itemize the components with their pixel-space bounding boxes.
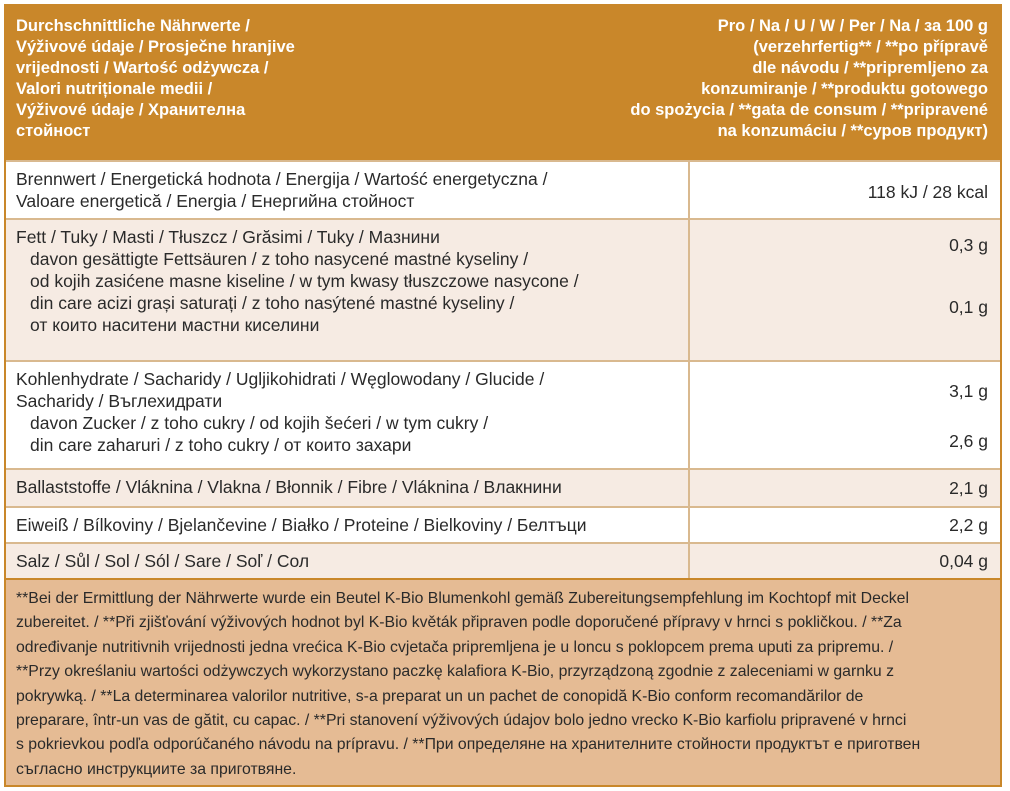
footnote-line: preparare, într-un vas de gătit, cu capac. / **Pri stanovení výživových údajov bolo jedno vrecko K-Bio karfiolu pripravené v hrnci xyxy=(16,712,907,730)
fat-value: 0,3 g xyxy=(949,235,988,255)
row-fibre xyxy=(6,468,1000,506)
saturated-fat-label-line: davon gesättigte Fettsäuren / z toho nasycené mastné kyseliny / xyxy=(30,249,529,269)
energy-label xyxy=(6,162,688,218)
header-left-line: Výživové údaje / Хранителна xyxy=(16,101,246,119)
energy-label-line: Brennwert / Energetická hodnota / Energija / Wartość energetyczna / xyxy=(16,169,548,189)
header-per-100g-label xyxy=(606,6,1000,160)
row-carbohydrates xyxy=(6,360,1000,468)
carbohydrates-value: 3,1 g xyxy=(949,381,988,401)
fibre-value: 2,1 g xyxy=(949,478,988,498)
header-left-line: Výživové údaje / Prosječne hranjive xyxy=(16,38,295,56)
header-nutrients-label xyxy=(6,6,688,160)
fibre-label-line: Ballaststoffe / Vláknina / Vlakna / Błonnik / Fibre / Vláknina / Влакнини xyxy=(16,477,562,497)
saturated-fat-value: 0,1 g xyxy=(949,297,988,317)
fat-value-cell xyxy=(688,220,1000,360)
carbohydrates-label-line: Sacharidy / Въглехидрати xyxy=(16,391,223,411)
energy-value: 118 kJ / 28 kcal xyxy=(867,182,988,202)
carbohydrates-label xyxy=(6,362,688,468)
fibre-value-cell xyxy=(688,470,1000,506)
nutrition-table xyxy=(4,4,1002,787)
row-salt xyxy=(6,542,1000,578)
sugars-value: 2,6 g xyxy=(949,431,988,451)
saturated-fat-label-line: din care acizi grași saturați / z toho nasýtené mastné kyseliny / xyxy=(30,293,515,313)
footnote-line: **Bei der Ermittlung der Nährwerte wurde ein Beutel K-Bio Blumenkohl gemäß Zubereitungsempfehlung im Kochtopf mit Deckel xyxy=(16,590,909,607)
protein-label-line: Eiweiß / Bílkoviny / Bjelančevine / Białko / Proteine / Bielkoviny / Белтъци xyxy=(16,515,587,535)
salt-label xyxy=(6,544,688,578)
table-header xyxy=(6,6,1000,160)
row-fat xyxy=(6,218,1000,360)
saturated-fat-label-line: od kojih zasićene masne kiseline / w tym kwasy tłuszczowe nasycone / xyxy=(30,271,579,291)
footnote-line: zubereitet. / **Při zjišťování výživových hodnot byl K-Bio květák připraven podle doporučené přípravy v hrnci s pokličkou. / **Za xyxy=(16,614,902,632)
fat-label xyxy=(6,220,688,360)
header-right-line: konzumiranje / **produktu gotowego xyxy=(701,80,988,98)
footnote-line: s pokrievkou podľa odporúčaného návodu na prípravu. / **При определяне на хранителните стойности продуктът е приготвен xyxy=(16,736,921,754)
header-right-line: (verzehrfertig** / **po přípravě xyxy=(753,38,988,56)
row-energy xyxy=(6,160,1000,218)
protein-label xyxy=(6,508,688,542)
footnote-line: pokrywką. / **La determinarea valorilor nutritive, s-a preparat un un pachet de conopidă K-Bio conform recomandărilor de xyxy=(16,687,864,705)
footnote-line: određivanje nutritivnih vrijednosti jedna vrećica K-Bio cvjetača pripremljena je u loncu s poklopcem prema uputi za pripremu. / xyxy=(16,638,894,656)
header-right-line: na konzumáciu / **суров продукт) xyxy=(717,122,988,140)
saturated-fat-label-line: от които наситени мастни киселини xyxy=(30,315,320,335)
header-right-line: do spożycia / **gata de consum / **pripravené xyxy=(630,101,988,119)
header-left-line: стойност xyxy=(16,122,91,140)
salt-value: 0,04 g xyxy=(939,551,988,571)
carbohydrates-label-line: Kohlenhydrate / Sacharidy / Ugljikohidrati / Węglowodany / Glucide / xyxy=(16,369,545,389)
footnote-line: **Przy określaniu wartości odżywczych wykorzystano paczkę kalafiora K-Bio, przyrządzoną zgodnie z zaleceniami w garnku z xyxy=(16,663,894,681)
header-left-line: Valori nutriționale medii / xyxy=(16,80,213,98)
header-left-line: Durchschnittliche Nährwerte / xyxy=(16,17,250,35)
protein-value-cell xyxy=(688,508,1000,542)
sugars-label-line: davon Zucker / z toho cukry / od kojih šećeri / w tym cukry / xyxy=(30,413,489,433)
footnote-line: съгласно инструкциите за приготвяне. xyxy=(16,760,297,778)
fibre-label xyxy=(6,470,688,506)
header-left-line: vrijednosti / Wartość odżywcza / xyxy=(16,59,269,77)
preparation-footnote xyxy=(6,578,1000,785)
row-protein xyxy=(6,506,1000,542)
carbohydrates-value-cell xyxy=(688,362,1000,468)
salt-label-line: Salz / Sůl / Sol / Sól / Sare / Soľ / Сол xyxy=(16,551,310,571)
fat-label-line: Fett / Tuky / Masti / Tłuszcz / Grăsimi / Tuky / Мазнини xyxy=(16,227,440,247)
header-right-line: dle návodu / **pripremljeno za xyxy=(752,59,988,77)
energy-value-cell xyxy=(688,162,1000,218)
sugars-label-line: din care zaharuri / z toho cukry / от които захари xyxy=(30,435,412,455)
salt-value-cell xyxy=(688,544,1000,578)
energy-label-line: Valoare energetică / Energia / Енергийна стойност xyxy=(16,191,415,211)
header-right-line: Pro / Na / U / W / Per / Na / за 100 g xyxy=(717,17,988,35)
protein-value: 2,2 g xyxy=(949,515,988,535)
